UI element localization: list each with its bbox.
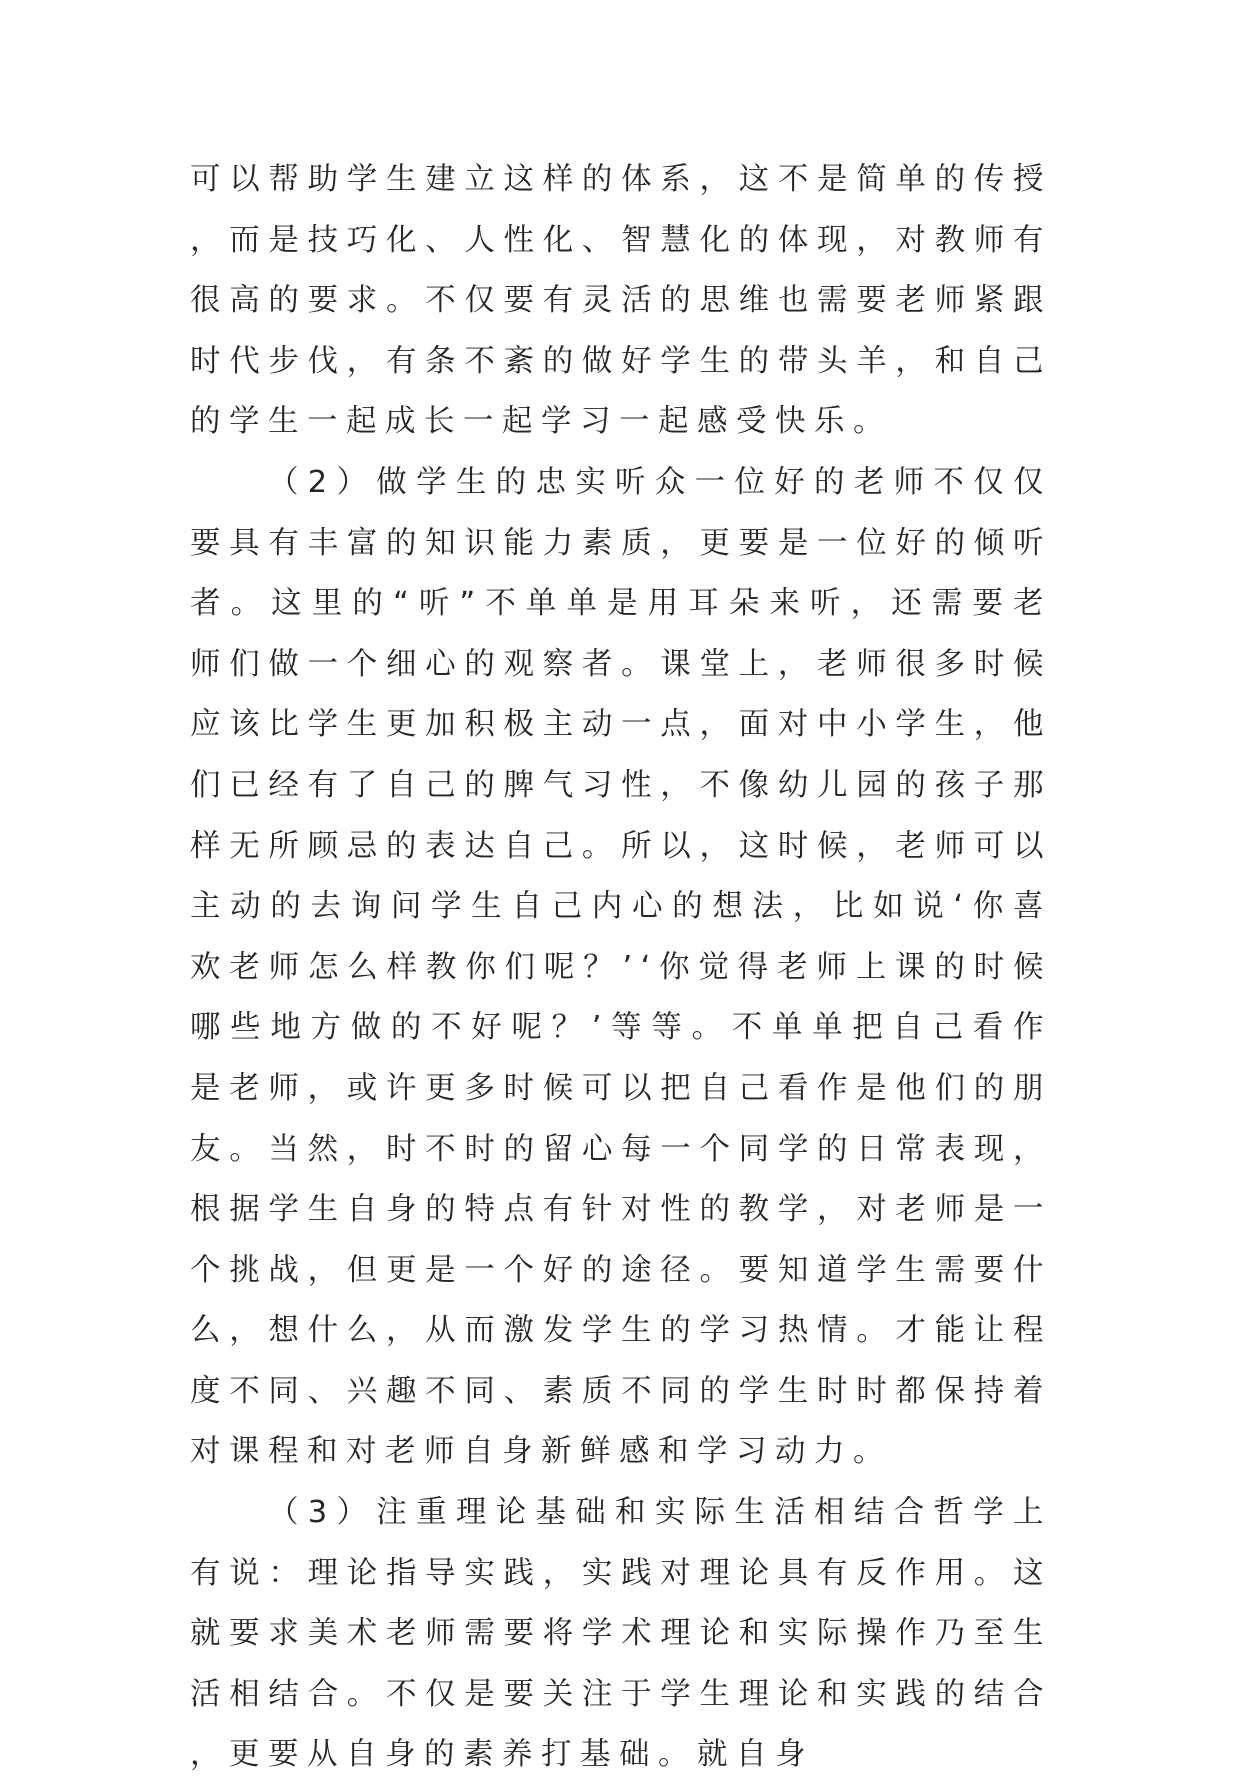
paragraph-continuation: 可以帮助学生建立这样的体系，这不是简单的传授，而是技巧化、人性化、智慧化的体现，对教师有很高的要求。不仅要有灵活的思维也需要老师紧跟时代步伐，有条不紊的做好学生的带头羊，和自己的学生一起成长一起学习一起感受快乐。 <box>190 162 1052 440</box>
paragraph-3-theory-practice: （3）注重理论基础和实际生活相结合哲学上有说：理论指导实践，实践对理论具有反作用。这就要求美术老师需要将学术理论和实际操作乃至生活相结合。不仅是要关注于学生理论和实践的结合，更要从自身的素养打基础。就自身 <box>190 1495 1052 1773</box>
paragraph-2-listening: （2）做学生的忠实听众一位好的老师不仅仅要具有丰富的知识能力素质，更要是一位好的倾听者。这里的“听”不单单是用耳朵来听，还需要老师们做一个细心的观察者。课堂上，老师很多时候应该比学生更加积极主动一点，面对中小学生，他们已经有了自己的脾气习性，不像幼儿园的孩子那样无所顾忌的表达自己。所以，这时候，老师可以主动的去询问学生自己内心的想法，比如说‘你喜欢老师怎么样教你们呢？’‘你觉得老师上课的时候哪些地方做的不好呢？’等等。不单单把自己看作是老师，或许更多时候可以把自己看作是他们的朋友。当然，时不时的留心每一个同学的日常表现，根据学生自身的特点有针对性的教学，对老师是一个挑战，但更是一个好的途径。要知道学生需要什么，想什么，从而激发学生的学习热情。才能让程度不同、兴趣不同、素质不同的学生时时都保持着对课程和对老师自身新鲜感和学习动力。 <box>190 464 1052 1470</box>
body-text <box>190 150 1052 1786</box>
